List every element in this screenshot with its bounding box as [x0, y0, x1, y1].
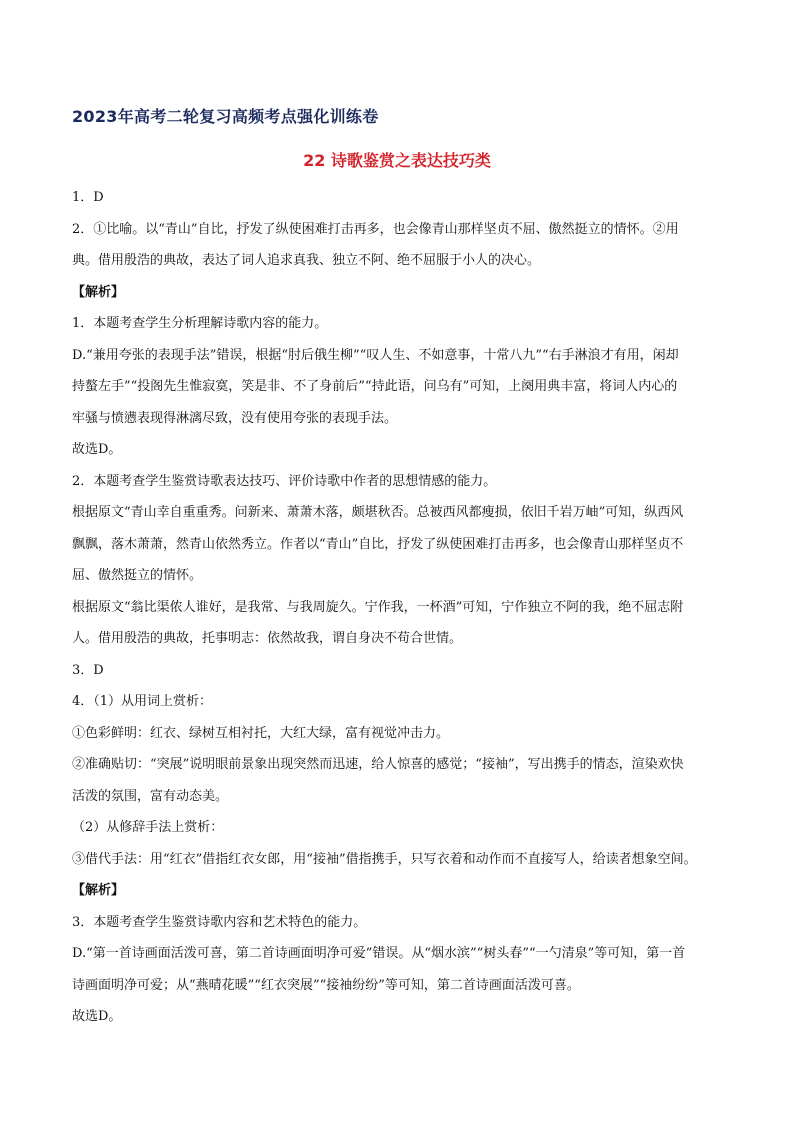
text-line: 典。借用殷浩的典故，表达了词人追求真我、独立不阿、绝不屈服于小人的决心。 — [72, 253, 541, 268]
answer-content — [72, 182, 724, 1033]
text-line: D.“兼用夸张的表现手法”错误，根据“肘后俄生柳”“叹人生、不如意事，十常八九”“右手淋浪才有用，闲却 — [72, 347, 679, 363]
text-line: 1．D — [72, 190, 104, 205]
text-line: 人。借用殷浩的典故，托事明志：依然故我，谓自身决不苟合世情。 — [72, 631, 463, 646]
exam-series-header: 2023年高考二轮复习高频考点强化训练卷 — [72, 107, 379, 126]
section-heading: 【解析】 — [72, 284, 125, 300]
text-line: 根据原文“青山幸自重重秀。问新来、萧萧木落，颇堪秋否。总被西风都瘦损，依旧千岩万岫”可知，纵西风 — [72, 505, 684, 520]
section-heading: 【解析】 — [72, 883, 125, 898]
text-line: 牢骚与愤懑表现得淋漓尽致，没有使用夸张的表现手法。 — [72, 410, 398, 426]
text-line: 4．（1）从用词上赏析： — [72, 694, 213, 709]
text-line: 活泼的氛围，富有动态美。 — [72, 788, 229, 804]
text-line: ②准确贴切：“突展”说明眼前景象出现突然而迅速，给人惊喜的感觉；“接袖”，写出携手的情态，渲染欢快 — [72, 757, 684, 772]
text-line: 2．本题考查学生鉴赏诗歌表达技巧、评价诗歌中作者的思想情感的能力。 — [72, 473, 497, 489]
text-line: 2．①比喻。以“青山”自比，抒发了纵使困难打击再多，也会像青山那样坚贞不屈、傲然挺立的情怀。②用 — [72, 221, 679, 237]
text-line: 1．本题考查学生分析理解诗歌内容的能力。 — [72, 316, 328, 331]
text-line: 故选D。 — [72, 1009, 122, 1024]
text-line: （2）从修辞手法上赏析： — [72, 820, 224, 835]
text-line: 3．D — [72, 662, 104, 678]
text-line: 飘飘，落木萧萧，然青山依然秀立。作者以“青山”自比，抒发了纵使困难打击再多，也会像青山那样坚贞不 — [72, 536, 684, 552]
text-line: 屈、傲然挺立的情怀。 — [72, 568, 203, 583]
text-line: 故选D。 — [72, 442, 122, 457]
text-line: ①色彩鲜明：红衣、绿树互相衬托，大红大绿，富有视觉冲击力。 — [72, 725, 450, 741]
document-title: 22 诗歌鉴赏之表达技巧类 — [303, 151, 491, 170]
text-line: D.“第一首诗画面活泼可喜，第二首诗画面明净可爱”错误。从“烟水滨”“树头春”“一勺清泉”等可知，第一首 — [72, 946, 686, 961]
text-line: 3．本题考查学生鉴赏诗歌内容和艺术特色的能力。 — [72, 914, 367, 930]
text-line: 诗画面明净可爱；从“燕晴花暖”“红衣突展”“接袖纷纷”等可知，第二首诗画面活泼可喜。 — [72, 977, 580, 993]
text-line: 持螯左手”“投阁先生惟寂寞，笑是非、不了身前后”“持此语，问乌有”可知，上阕用典丰富，将词人内心的 — [72, 379, 678, 394]
text-line: ③借代手法：用“红衣”借指红衣女郎，用“接袖”借指携手，只写衣着和动作而不直接写人，给读者想象空间。 — [72, 851, 697, 867]
text-line: 根据原文“翁比渠侬人谁好，是我常、与我周旋久。宁作我，一杯酒”可知，宁作独立不阿的我，绝不屈志附 — [72, 599, 684, 615]
